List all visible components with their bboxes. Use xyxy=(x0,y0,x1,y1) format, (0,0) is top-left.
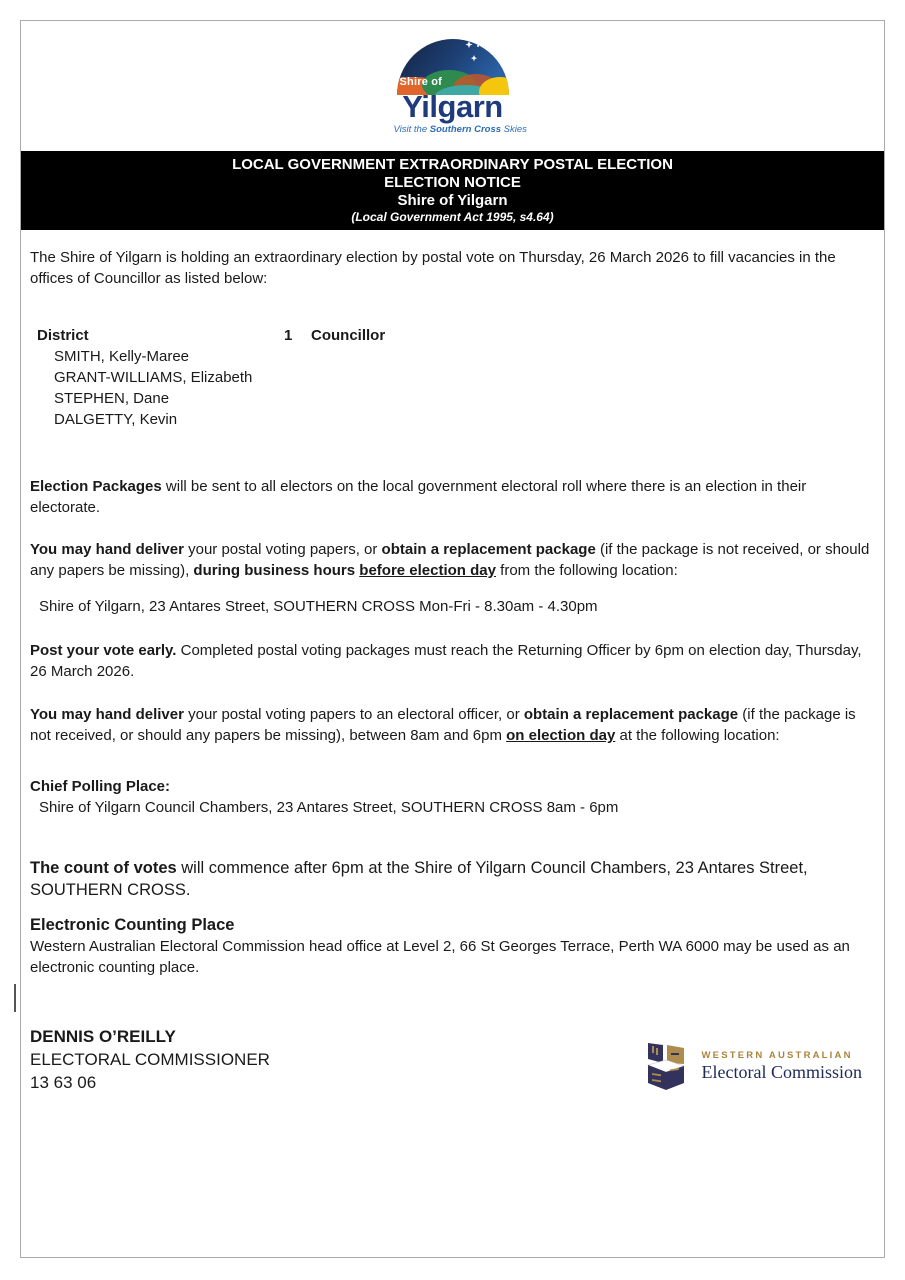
margin-change-bar xyxy=(14,984,16,1012)
hand-deliver-before-paragraph: You may hand deliver your postal voting papers, or obtain a replacement package (if the package is not received, or should any papers be missing), during business hours before election day from the following location: xyxy=(30,541,870,579)
commissioner-title: ELECTORAL COMMISSIONER xyxy=(30,1050,270,1069)
logo-tagline: Visit the Southern Cross Skies xyxy=(393,124,527,135)
office-label: Councillor xyxy=(311,327,386,344)
notice-body xyxy=(21,247,884,1094)
logo-yilgarn-label: Yilgarn xyxy=(402,89,503,124)
electronic-counting-heading: Electronic Counting Place xyxy=(30,916,235,934)
intro-paragraph: The Shire of Yilgarn is holding an extraordinary election by postal vote on Thursday, 26 March 2026 to fill vacancies in the offices of Councillor as listed below: xyxy=(30,249,836,287)
candidate-name: GRANT-WILLIAMS, Elizabeth xyxy=(54,369,253,386)
hand-deliver-on-day-paragraph: You may hand deliver your postal voting papers to an electoral officer, or obtain a replacement package (if the package is not received, or should any papers be missing), between 8am and 6pm on election day at the following location: xyxy=(30,706,856,744)
band-act-reference: (Local Government Act 1995, s4.64) xyxy=(351,210,554,224)
electronic-counting-block xyxy=(30,914,874,978)
logo-shire-of-label: Shire of xyxy=(399,76,443,88)
electronic-counting-body: Western Australian Electoral Commission head office at Level 2, 66 St Georges Terrace, Perth WA 6000 may be used as an electronic counting place. xyxy=(30,938,850,976)
band-title-line3: Shire of Yilgarn xyxy=(397,192,508,209)
waec-line1: WESTERN AUSTRALIAN xyxy=(701,1049,853,1061)
band-title-line1: LOCAL GOVERNMENT EXTRAORDINARY POSTAL ELECTION xyxy=(232,156,673,173)
waec-wordmark xyxy=(702,1050,862,1083)
band-title-line2: ELECTION NOTICE xyxy=(384,174,521,191)
contact-phone: 13 63 06 xyxy=(30,1073,97,1092)
candidate-name: SMITH, Kelly-Maree xyxy=(54,348,190,365)
chief-polling-place-block xyxy=(30,776,874,818)
before-election-location: Shire of Yilgarn, 23 Antares Street, SOUTHERN CROSS Mon-Fri - 8.30am - 4.30pm xyxy=(39,598,598,615)
document-page xyxy=(20,20,885,1258)
candidate-name: STEPHEN, Dane xyxy=(54,390,170,407)
waec-logo xyxy=(644,1041,862,1091)
shire-yilgarn-logo xyxy=(21,28,884,135)
chief-polling-place-location: Shire of Yilgarn Council Chambers, 23 Antares Street, SOUTHERN CROSS 8am - 6pm xyxy=(39,799,619,816)
count-of-votes-paragraph: The count of votes will commence after 6pm at the Shire of Yilgarn Council Chambers, 23 Antares Street, SOUTHERN CROSS. xyxy=(30,859,808,899)
district-label: District xyxy=(37,327,89,344)
commissioner-name: DENNIS O’REILLY xyxy=(30,1027,176,1046)
vacancy-count: 1 xyxy=(284,327,293,344)
ballot-box-icon xyxy=(644,1041,688,1091)
election-notice-band xyxy=(21,151,884,230)
vacancy-header-row xyxy=(30,325,874,346)
candidate-name: DALGETTY, Kevin xyxy=(54,411,178,428)
vacancy-table xyxy=(30,325,874,430)
waec-line2: Electoral Commission xyxy=(701,1061,862,1082)
election-packages-paragraph: Election Packages will be sent to all electors on the local government electoral roll where there is an election in their electorate. xyxy=(30,478,807,516)
chief-polling-place-heading: Chief Polling Place: xyxy=(30,778,171,795)
post-vote-early-paragraph: Post your vote early. Completed postal voting packages must reach the Returning Officer by 6pm on election day, Thursday, 26 March 2026. xyxy=(30,642,862,680)
